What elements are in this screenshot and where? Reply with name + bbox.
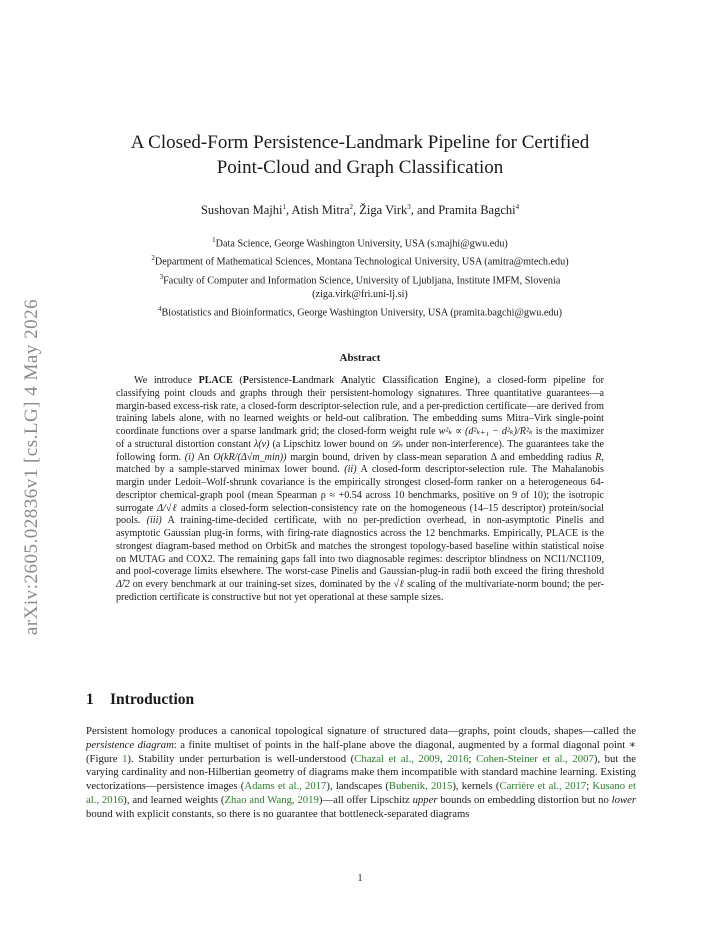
citation-link[interactable]: Adams et al., 2017 (244, 780, 327, 793)
affiliation: $^3$Faculty of Computer and Information Science, University of Ljubljana, Institute IMFM, Slovenia (159, 272, 561, 287)
section-number: 1 (86, 691, 94, 708)
abstract-body: We introduce PLACE (Persistence-Landmark Analytic Classification Engine), a closed-form pipeline for classifying point clouds and graphs through their persistent-homology signatures. Three quantitative guarantees—a margin-based excess-risk rate, a closed-form descriptor-selection rule, and a per-prediction certificate—are derived from training labels alone, with no learned weights or held-out calibration. The embedding sums Mitra–Virk single-point coordinate functions over a sparse landmark grid; the closed-form weight rule w²ₖ ∝ (d²ₖ₊₁ − d²ₖ)/R²ₖ is the maximizer of a structural distortion constant λ(ν) (a Lipschitz lower bound on 𝒟ₙ under non-interference). The guarantees take the following form. (i) An O(kR/(Δ√m_min)) margin bound, driven by class-mean separation Δ and embedding radius R, matched by a sample-starved minimax lower bound. (ii) A closed-form descriptor-selection rule. The Mahalanobis margin under Ledoit–Wolf-shrunk covariance is the empirically strongest closed-form ranker on a heterogeneous 64-descriptor chemical-graph pool (mean Spearman ρ ≈ +0.54 across 10 benchmarks, positive on 9 of 10); the isotropic surrogate Δ/√ℓ admits a closed-form selection-consistency rate on the homogeneous (14–15 descriptor) protein/social pools. (iii) A training-time-decided certificate, with no per-prediction overhead, in non-asymptotic Pinelis and asymptotic Gaussian plug-in forms, with firing-rate diagnostics across the 12 benchmarks. Empirically, PLACE is the strongest diagram-based method on Orbit5k and matches the strongest topology-based baseline within statistical noise on MUTAG and COX2. The remaining gaps fall into two diagnosable regimes: descriptor blindness on NCI1/NCI109, and pool-coverage limits elsewhere. The worst-case Pinelis and Gaussian-plug-in radii both exceed the firing threshold Δ̂/2 on every benchmark at our training-set sizes, dominated by the √ℓ scaling of the multivariate-norm bound; the per-prediction certificate is constructive but not yet operational at these sample sizes. (116, 375, 605, 603)
math-formula: Δ/√ℓ (157, 502, 178, 514)
affiliation-continued: (ziga.virk@fri.uni-lj.si) (312, 289, 408, 301)
affiliation: $^2$Department of Mathematical Sciences, Montana Technological University, USA (amitra@mtech.edu) (151, 254, 569, 268)
affiliations (80, 233, 640, 321)
citation-link[interactable]: Carrière et al., 2017 (499, 780, 587, 793)
introduction-paragraph: Persistent homology produces a canonical topological signature of structured data—graphs, point clouds, shapes—called the persistence diagram: a finite multiset of points in the half-plane above the diagonal, augmented by a formal diagonal point ∗ (Figure 1). Stability under perturbation is well-understood (Chazal et al., 2009, 2016; Cohen-Steiner et al., 2007), but the varying cardinality and non-Hilbertian geometry of diagrams make them incompatible with standard machine learning. Existing vectorizations—persistence images (Adams et al., 2017), landscapes (Bubenik, 2015), kernels (Carrière et al., 2017; Kusano et al., 2016), and learned weights (Zhao and Wang, 2019)—all offer Lipschitz upper bounds on embedding distortion but no lower bound with explicit constants, so there is no guarantee that bottleneck-separated diagrams (86, 725, 636, 820)
math-formula: λ(ν) (253, 438, 270, 450)
citation-link[interactable]: Zhao and Wang, 2019 (224, 793, 319, 806)
author-name: Žiga Virk (359, 203, 408, 218)
affiliation: $^4$Biostatistics and Bioinformatics, George Washington University, USA (pramita.bagchi@gwu.edu) (157, 305, 563, 319)
author-name: Pramita Bagchi (438, 203, 516, 218)
citation-link[interactable]: Chazal et al., 2009 (354, 752, 440, 765)
section-heading (86, 691, 194, 709)
arxiv-identifier: arXiv:2605.02836v1 [cs.LG] 4 May 2026 (21, 298, 42, 636)
math-formula: √ℓ (393, 579, 405, 590)
abstract-heading: Abstract (339, 352, 381, 364)
author-list: Sushovan Majhi$^1$, Atish Mitra$^2$, Žiga Virk$^3$, and Pramita Bagchi$^4$ (200, 203, 520, 218)
math-formula: Δ̂/2 (116, 579, 130, 590)
page-number: 1 (357, 873, 363, 884)
figure-reference-link[interactable]: 1 (122, 752, 128, 765)
citation-link[interactable]: Bubenik, 2015 (388, 780, 453, 793)
affiliation: $^1$Data Science, George Washington University, USA (s.majhi@gwu.edu) (212, 236, 508, 250)
section-title: Introduction (110, 691, 195, 708)
author-name: Atish Mitra (291, 203, 350, 218)
math-formula: O(kR/(Δ√m_min)) (213, 451, 287, 463)
paper-title: A Closed-Form Persistence-Landmark Pipeline for Certified Point-Cloud and Graph Classification (130, 132, 590, 178)
math-formula: 𝒟ₙ (390, 438, 403, 450)
citation-link[interactable]: Kusano et al., 2016 (86, 780, 636, 806)
math-formula: w²ₖ ∝ (d²ₖ₊₁ − d²ₖ)/R²ₖ (438, 426, 533, 437)
citation-link[interactable]: 2016 (447, 752, 469, 765)
citation-link[interactable]: Cohen-Steiner et al., 2007 (476, 752, 594, 765)
author-name: Sushovan Majhi (200, 203, 283, 218)
